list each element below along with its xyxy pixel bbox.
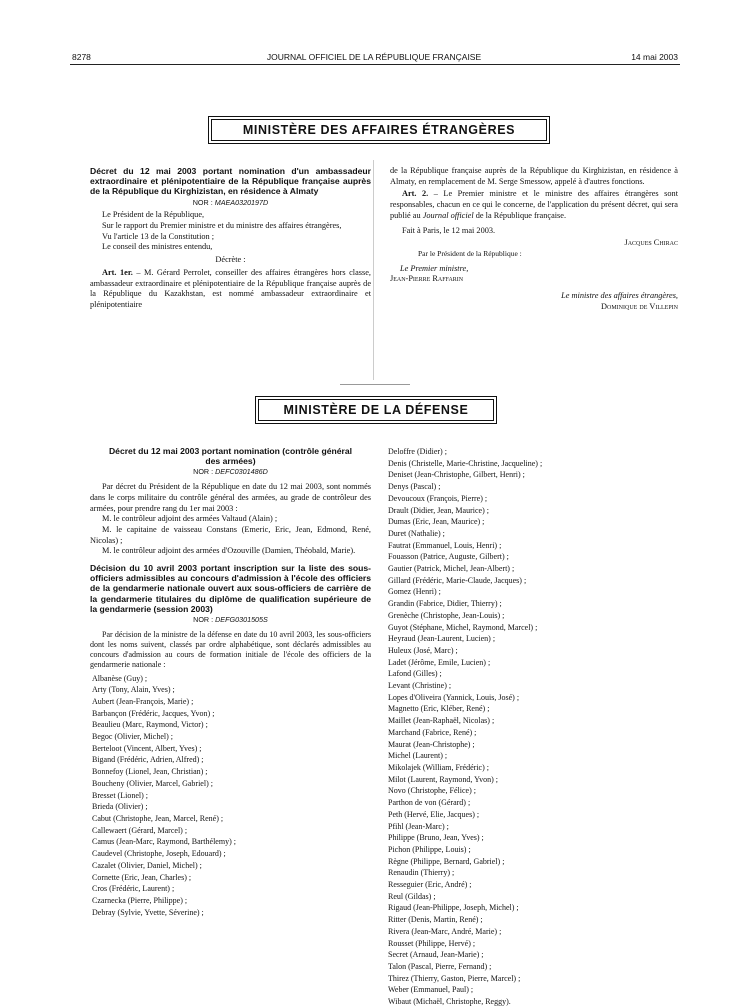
list-item: Ladet (Jérôme, Emile, Lucien) ; [388,657,491,667]
paragraph: Le Président de la République, [102,210,205,220]
list-item: Rigaud (Jean-Philippe, Joseph, Michel) ; [388,903,519,913]
list-item: Debray (Sylvie, Yvette, Séverine) ; [92,907,204,917]
issue-date: 14 mai 2003 [631,52,678,62]
ministry-box-affaires-etrangeres [208,116,550,144]
list-item: Callewaert (Gérard, Marcel) ; [92,825,188,835]
paragraph: M. le contrôleur adjoint des armées Valtaud (Alain) ; [102,514,278,524]
fait-a-paris: Fait à Paris, le 12 mai 2003. [402,225,496,235]
list-item: Arty (Tony, Alain, Yves) ; [92,685,175,695]
nor-reference: NOR : DEFC0301486D [193,467,268,477]
list-item: Renaudin (Thierry) ; [388,868,455,878]
ministry-title: MINISTÈRE DE LA DÉFENSE [258,399,494,421]
list-item: Milot (Laurent, Raymond, Yvon) ; [388,774,498,784]
list-item: Reul (Gildas) ; [388,891,436,901]
list-item: Deloffre (Didier) ; [388,447,447,456]
list-item: Novo (Christophe, Félice) ; [388,786,476,796]
list-item: Fouasson (Patrice, Auguste, Gilbert) ; [388,552,509,562]
list-item: Rousset (Philippe, Hervé) ; [388,938,476,948]
list-item: Weber (Emmanuel, Paul) ; [388,985,474,995]
list-item: Gillard (Frédéric, Marie-Claude, Jacques) ; [388,575,527,585]
list-item: Caudevel (Christophe, Joseph, Edouard) ; [92,849,226,859]
column-divider [373,160,374,380]
list-item: Grandin (Fabrice, Didier, Thierry) ; [388,599,502,609]
nor-reference: NOR : DEFG0301505S [193,615,268,625]
list-item: Thirez (Thierry, Gaston, Pierre, Marcel) ; [388,973,521,983]
journal-title: JOURNAL OFFICIEL DE LA RÉPUBLIQUE FRANÇAISE [266,52,482,62]
list-item: Wibaut (Michaël, Christophe, Reggy). [388,997,511,1007]
list-item: Brieda (Olivier) ; [92,802,148,812]
list-item: Camus (Jean-Marc, Raymond, Barthélemy) ; [92,837,236,847]
list-item: Guyot (Stéphane, Michel, Raymond, Marcel) ; [388,622,538,632]
list-item: Rivera (Jean-Marc, André, Marie) ; [388,926,502,936]
list-item: Heyraud (Jean-Laurent, Lucien) ; [388,634,496,644]
list-item: Gautier (Patrick, Michel, Jean-Albert) ; [388,564,515,574]
list-item: Pfihl (Jean-Marc) ; [388,821,449,831]
list-item: Cabut (Christophe, Jean, Marcel, René) ; [92,814,224,823]
list-item: Cornette (Eric, Jean, Charles) ; [92,872,192,882]
list-item: Albanèse (Guy) ; [92,673,148,683]
pm-name: Jean-Pierre Raffarin [390,274,464,284]
section1-left-column [90,166,371,311]
list-item: Cazalet (Olivier, Daniel, Michel) ; [92,860,202,870]
decrete: Décrète : [215,255,246,265]
list-item: Devoucoux (François, Pierre) ; [388,493,488,503]
list-item: Barbançon (Frédéric, Jacques, Yvon) ; [92,708,215,718]
par-le-president: Par le Président de la République : [418,248,522,258]
list-item: Mikolajek (William, Frédéric) ; [388,762,489,772]
list-item: Beaulieu (Marc, Raymond, Victor) ; [92,720,208,730]
nor-reference: NOR : MAEA0320197D [192,197,269,207]
list-item: Lafond (Gilles) ; [388,669,442,679]
header-rule [70,64,680,65]
paragraph: M. le contrôleur adjoint des armées d'Ozouville (Damien, Théobald, Marie). [102,546,356,556]
list-item: Secret (Arnaud, Jean-Marie) ; [388,950,484,960]
paragraph: Vu l'article 13 de la Constitution ; [102,231,215,241]
admissible-list-right [388,446,680,1008]
list-item: Magnetto (Eric, Kléber, René) ; [388,704,490,714]
admissible-list-left [92,673,371,919]
list-item: Duret (Nathalie) ; [388,528,445,538]
list-item: Aubert (Jean-François, Marie) ; [92,696,194,706]
list-item: Règne (Philippe, Bernard, Gabriel) ; [388,856,505,866]
signature-president: Jacques Chirac [624,238,678,248]
list-item: Denis (Christelle, Marie-Christine, Jacqueline) ; [388,458,543,468]
page-number: 8278 [72,52,91,62]
list-item: Marchand (Fabrice, René) ; [388,727,477,737]
list-item: Ritter (Denis, Martin, René) ; [388,915,483,925]
list-item: Drault (Didier, Jean, Maurice) ; [388,505,489,515]
list-item: Begoc (Olivier, Michel) ; [92,732,173,742]
decision-title: Décision du 10 avril 2003 portant inscription sur la liste des sous-officiers admissibles au concours d'admission à l'école des officiers de la gendarmerie nationale ouvert aux sous-officiers de carrière de la gendarmerie titulaires du diplôme de qualification supérieure de la gendarmerie (session 2003) [90,563,371,614]
pm-title: Le Premier ministre, [400,263,469,273]
list-item: Parthon de von (Gérard) ; [388,798,471,808]
article-2: Art. 2. – Le Premier ministre et le ministre des affaires étrangères sont responsables, chacun en ce qui le concerne, de l'application du présent décret, qui sera publié au Journal officiel de la République française. [390,189,678,220]
article-1-continued: de la République française auprès de la République du Kirghizistan, en résidence à Almaty, en remplacement de M. Serge Smessow, appelé à d'autres fonctions. [390,166,678,186]
section2-left-column [90,446,371,918]
list-item: Levant (Christine) ; [388,681,452,691]
decree-title: Décret du 12 mai 2003 portant nomination (contrôle général des armées) [108,446,353,467]
list-item: Philippe (Bruno, Jean, Yves) ; [388,833,484,843]
decree-title: Décret du 12 mai 2003 portant nomination d'un ambassadeur extraordinaire et plénipotentiaire de la République française auprès de la République du Kirghizistan, en résidence à Almaty [90,166,371,197]
list-item: Maillet (Jean-Raphaël, Nicolas) ; [388,716,495,726]
list-item: Cros (Frédéric, Laurent) ; [92,884,175,894]
paragraph: Sur le rapport du Premier ministre et du ministre des affaires étrangères, [102,221,342,231]
mae-title: Le ministre des affaires étrangères, [561,291,678,301]
list-item: Boucheny (Olivier, Marcel, Gabriel) ; [92,778,213,788]
list-item: Bigand (Frédéric, Adrien, Alfred) ; [92,755,204,765]
list-item: Deniset (Jean-Christophe, Gilbert, Henri) ; [388,470,525,480]
list-item: Fautrat (Emmanuel, Louis, Henri) ; [388,540,502,550]
list-item: Resseguier (Eric, André) ; [388,880,472,890]
list-item: Peth (Hervé, Elie, Jacques) ; [388,809,480,819]
list-item: Talon (Pascal, Pierre, Fernand) ; [388,961,492,971]
paragraph: Par décision de la ministre de la défense en date du 10 avril 2003, les sous-officiers dont les noms suivent, classés par ordre alphabétique, sont déclarés admissibles au concours d'admission au cours de formation initiale de l'école des officiers de la gendarmerie nationale : [90,629,371,670]
paragraph: M. le capitaine de vaisseau Constans (Emeric, Eric, Jean, Edmond, René, Nicolas) ; [90,524,371,545]
list-item: Czarnecka (Pierre, Philippe) ; [92,895,188,905]
article-1: Art. 1er. – M. Gérard Perrolet, conseiller des affaires étrangères hors classe, ambassadeur extraordinaire et plénipotentiaire de la République française auprès de la République du Kazakhstan, est nommé ambassadeur extraordinaire et plénipotentiaire [90,267,371,309]
section1-right-column [390,166,678,312]
ministry-box-defense [255,396,497,424]
mae-name: Dominique de Villepin [601,301,678,311]
list-item: Lopes d'Oliveira (Yannick, Louis, José) ; [388,692,520,702]
paragraph: Par décret du Président de la République en date du 12 mai 2003, sont nommés dans le corps militaire du contrôle général des armées, au grade de contrôleur des armées, pour prendre rang du 1er mai 2003 : [90,482,371,513]
list-item: Berteloot (Vincent, Albert, Yves) ; [92,743,202,753]
ministry-title: MINISTÈRE DES AFFAIRES ÉTRANGÈRES [211,119,547,141]
section-separator [340,384,410,385]
list-item: Pichon (Philippe, Louis) ; [388,844,471,854]
list-item: Maurat (Jean-Christophe) ; [388,739,475,749]
list-item: Dumas (Eric, Jean, Maurice) ; [388,517,485,527]
list-item: Bresset (Lionel) ; [92,790,148,800]
list-item: Gomez (Henri) ; [388,587,441,597]
paragraph: Le conseil des ministres entendu, [102,242,213,252]
list-item: Huleux (José, Marc) ; [388,645,458,655]
list-item: Denys (Pascal) ; [388,482,441,492]
list-item: Bonnefoy (Lionel, Jean, Christian) ; [92,767,208,777]
list-item: Grenèche (Christophe, Jean-Louis) ; [388,610,505,620]
list-item: Michel (Laurent) ; [388,751,448,761]
